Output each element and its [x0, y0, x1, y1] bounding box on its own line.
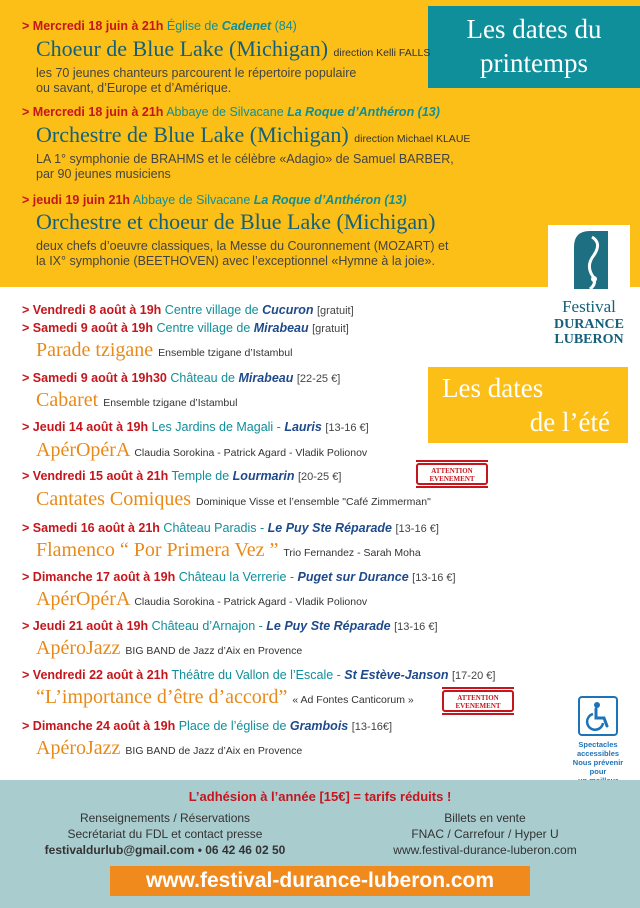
event-town: Cadenet	[221, 19, 272, 33]
attention-line1: ATTENTION	[457, 694, 499, 702]
event-title: Choeur de Blue Lake (Michigan)	[36, 36, 329, 61]
website-banner-link[interactable]: www.festival-durance-luberon.com	[110, 866, 530, 896]
event-town: La Roque d’Anthéron (13)	[287, 105, 440, 119]
spring-event-2-header: > Mercredi 18 juin à 21h Abbaye de Silvacane La Roque d’Anthéron (13)	[22, 105, 440, 119]
event-venue: Abbaye de Silvacane	[132, 193, 254, 207]
spring-event-3-title	[36, 209, 436, 235]
event-date: Jeudi 14 août à 19h	[32, 420, 149, 434]
event-date: Dimanche 17 août à 19h	[32, 570, 176, 584]
summer-heading	[428, 367, 628, 443]
summer-event-9: > Vendredi 22 août à 21h Théâtre du Vallon de l’Escale - St Estève-Janson [17-20 €]	[22, 668, 496, 682]
access-line2: accessibles	[576, 749, 620, 758]
spring-event-2-desc	[36, 152, 454, 182]
event-venue: Centre village de	[156, 321, 254, 335]
spring-heading-line2: printemps	[480, 48, 588, 78]
event-town: Mirabeau	[253, 321, 309, 335]
summer-event-7: > Dimanche 17 août à 19h Château la Verrerie - Puget sur Durance [13-16 €]	[22, 570, 456, 584]
membership-notice: L’adhésion à l’année [15€] = tarifs réduits !	[188, 789, 452, 804]
event-price: [20-25 €]	[297, 471, 342, 483]
summer-event-3-title	[36, 388, 237, 415]
attention-line1: ATTENTION	[431, 467, 473, 475]
event-date: Samedi 9 août à 19h30	[32, 371, 167, 385]
event-performers: BIG BAND de Jazz d’Aix en Provence	[125, 745, 303, 757]
spring-event-1-header: > Mercredi 18 juin à 21h Église de Cadenet (84)	[22, 19, 297, 33]
attention-event-badge	[442, 690, 514, 712]
spring-heading-line1: Les dates du	[466, 14, 602, 44]
summer-event-8: > Jeudi 21 août à 19h Château d’Arnajon - Le Puy Ste Réparade [13-16 €]	[22, 619, 438, 633]
event-venue: Château de	[170, 371, 239, 385]
event-price: [22-25 €]	[296, 373, 341, 385]
event-desc-line2: ou savant, d’Europe et d’Amérique.	[36, 81, 232, 95]
event-price: [13-16 €]	[394, 621, 438, 633]
summer-event-10: > Dimanche 24 août à 19h Place de l’église de Grambois [13-16€]	[22, 719, 393, 733]
info-title: Renseignements / Réservations	[79, 811, 251, 825]
event-town: Mirabeau	[238, 371, 294, 385]
festival-logo	[548, 225, 630, 353]
event-venue: Théâtre du Vallon de l’Escale -	[171, 668, 345, 682]
logo-durance-text: DURANCE	[554, 317, 624, 332]
access-line3: Nous prévenir pour	[572, 758, 624, 776]
treble-clef-icon	[572, 229, 610, 295]
event-date: Samedi 16 août à 21h	[32, 521, 160, 535]
event-venue: Centre village de	[164, 303, 263, 317]
event-price: [gratuit]	[312, 323, 349, 335]
event-performers: Ensemble tzigane d’Istambul	[158, 347, 293, 359]
event-title: ApéroJazz	[36, 737, 121, 759]
event-date: jeudi 19 juin 21h	[32, 193, 131, 207]
summer-event-3: > Samedi 9 août à 19h30 Château de Mirabeau [22-25 €]	[22, 371, 341, 385]
spring-event-1-title	[36, 36, 430, 66]
tickets-website-link[interactable]: www.festival-durance-luberon.com	[393, 843, 577, 857]
summer-heading-line2: de l’été	[529, 407, 610, 437]
event-price: [17-20 €]	[452, 670, 496, 682]
event-date: Vendredi 22 août à 21h	[32, 668, 169, 682]
footer-info-column	[0, 810, 330, 858]
event-title: ApérOpérA	[36, 439, 130, 461]
summer-event-8-title	[36, 636, 302, 663]
event-venue: Château la Verrerie -	[178, 570, 298, 584]
event-performers: Dominique Visse et l’ensemble "Café Zimmerman"	[195, 496, 431, 508]
event-venue: Temple de	[171, 469, 233, 483]
event-town: Lauris	[284, 420, 322, 434]
event-date: Mercredi 18 juin à 21h	[32, 19, 164, 33]
event-venue: Abbaye de Silvacane	[166, 105, 288, 119]
event-performers: Claudia Sorokina - Patrick Agard - Vladik Polionov	[134, 596, 368, 608]
summer-heading-line1: Les dates	[442, 373, 544, 403]
event-title: Orchestre de Blue Lake (Michigan)	[36, 122, 349, 147]
accessibility-notice	[566, 696, 630, 780]
spring-event-3-header: > jeudi 19 juin 21h Abbaye de Silvacane La Roque d’Anthéron (13)	[22, 193, 407, 207]
logo-festival-text: Festival	[562, 297, 616, 316]
event-title: Cabaret	[36, 389, 99, 411]
summer-event-2: > Samedi 9 août à 19h Centre village de Mirabeau [gratuit]	[22, 321, 349, 335]
event-venue: Église de	[166, 19, 222, 33]
info-line2: Secrétariat du FDL et contact presse	[67, 827, 263, 841]
event-price: [13-16 €]	[412, 572, 456, 584]
event-performers: BIG BAND de Jazz d’Aix en Provence	[125, 645, 303, 657]
summer-event-7-title	[36, 587, 367, 614]
event-direction: direction Kelli FALLS	[333, 47, 431, 59]
event-town: Grambois	[289, 719, 349, 733]
spring-heading	[428, 6, 640, 88]
event-venue: Les Jardins de Magali -	[151, 420, 285, 434]
event-venue: Château Paradis -	[163, 521, 268, 535]
spring-event-1-desc	[36, 66, 356, 96]
event-date: Jeudi 21 août à 19h	[32, 619, 149, 633]
event-town: Puget sur Durance	[297, 570, 409, 584]
summer-event-6-title	[36, 538, 421, 565]
event-town: Lourmarin	[232, 469, 295, 483]
wheelchair-icon	[578, 696, 618, 736]
contact-line[interactable]: festivaldurlub@gmail.com • 06 42 46 02 50	[44, 843, 286, 857]
summer-event-5: > Vendredi 15 août à 21h Temple de Lourmarin [20-25 €]	[22, 469, 342, 483]
event-date: Vendredi 15 août à 21h	[32, 469, 169, 483]
event-performers: Ensemble tzigane d’Istambul	[103, 397, 238, 409]
summer-event-1: > Vendredi 8 août à 19h Centre village de Cucuron [gratuit]	[22, 303, 354, 317]
event-desc-line1: les 70 jeunes chanteurs parcourent le répertoire populaire	[36, 66, 357, 80]
event-desc-line2: la IX° symphonie (BEETHOVEN) avec l’exceptionnel «Hymne à la joie».	[36, 254, 435, 268]
spring-event-2-title	[36, 122, 470, 152]
tickets-title: Billets en vente	[444, 811, 526, 825]
attention-event-badge	[416, 463, 488, 485]
event-performers: Claudia Sorokina - Patrick Agard - Vladik Polionov	[134, 447, 368, 459]
summer-event-4: > Jeudi 14 août à 19h Les Jardins de Magali - Lauris [13-16 €]	[22, 420, 369, 434]
event-town: La Roque d’Anthéron (13)	[253, 193, 407, 207]
footer-tickets-column	[330, 810, 640, 858]
event-performers: « Ad Fontes Canticorum »	[292, 694, 414, 706]
event-venue-suffix: (84)	[271, 19, 297, 33]
attention-line2: EVENEMENT	[455, 702, 501, 710]
event-title: Cantates Comiques	[36, 488, 191, 510]
event-price: [13-16€]	[351, 721, 393, 733]
summer-event-6: > Samedi 16 août à 21h Château Paradis - Le Puy Ste Réparade [13-16 €]	[22, 521, 439, 535]
event-desc-line1: LA 1° symphonie de BRAHMS et le célèbre «Adagio» de Samuel BARBER,	[36, 152, 454, 166]
event-date: Samedi 9 août à 19h	[32, 321, 153, 335]
spring-event-3-desc	[36, 239, 448, 269]
summer-event-5-title	[36, 487, 431, 514]
event-town: Cucuron	[262, 303, 314, 317]
event-date: Vendredi 8 août à 19h	[32, 303, 162, 317]
event-desc-line2: par 90 jeunes musiciens	[36, 167, 171, 181]
event-title: ApéroJazz	[36, 637, 121, 659]
event-town: Le Puy Ste Réparade	[266, 619, 391, 633]
logo-luberon-text: LUBERON	[554, 332, 624, 347]
summer-event-9-title	[36, 685, 414, 712]
event-price: [13-16 €]	[395, 523, 439, 535]
event-venue: Place de l’église de	[178, 719, 290, 733]
event-title: Parade tzigane	[36, 339, 154, 361]
summer-event-10-title	[36, 736, 302, 763]
event-performers: Trio Fernandez - Sarah Moha	[283, 547, 421, 559]
event-title: “L’importance d’être d’accord”	[36, 686, 288, 708]
event-title: Flamenco “ Por Primera Vez ”	[36, 539, 279, 561]
summer-event-4-title	[36, 438, 367, 465]
summer-event-2-title	[36, 338, 292, 365]
event-title: Orchestre et choeur de Blue Lake (Michigan)	[36, 209, 436, 234]
event-price: [13-16 €]	[325, 422, 369, 434]
event-date: Mercredi 18 juin à 21h	[32, 105, 164, 119]
event-price: [gratuit]	[316, 305, 354, 317]
event-town: St Estève-Janson	[344, 668, 449, 682]
event-direction: direction Michael KLAUE	[354, 133, 471, 145]
attention-line2: EVENEMENT	[429, 475, 475, 483]
event-date: Dimanche 24 août à 19h	[32, 719, 176, 733]
access-line1: Spectacles	[578, 740, 618, 749]
event-town: Le Puy Ste Réparade	[267, 521, 393, 535]
event-venue: Château d’Arnajon -	[151, 619, 267, 633]
event-title: ApérOpérA	[36, 588, 130, 610]
tickets-line2: FNAC / Carrefour / Hyper U	[411, 827, 559, 841]
event-desc-line1: deux chefs d’oeuvre classiques, la Messe du Couronnement (MOZART) et	[36, 239, 449, 253]
